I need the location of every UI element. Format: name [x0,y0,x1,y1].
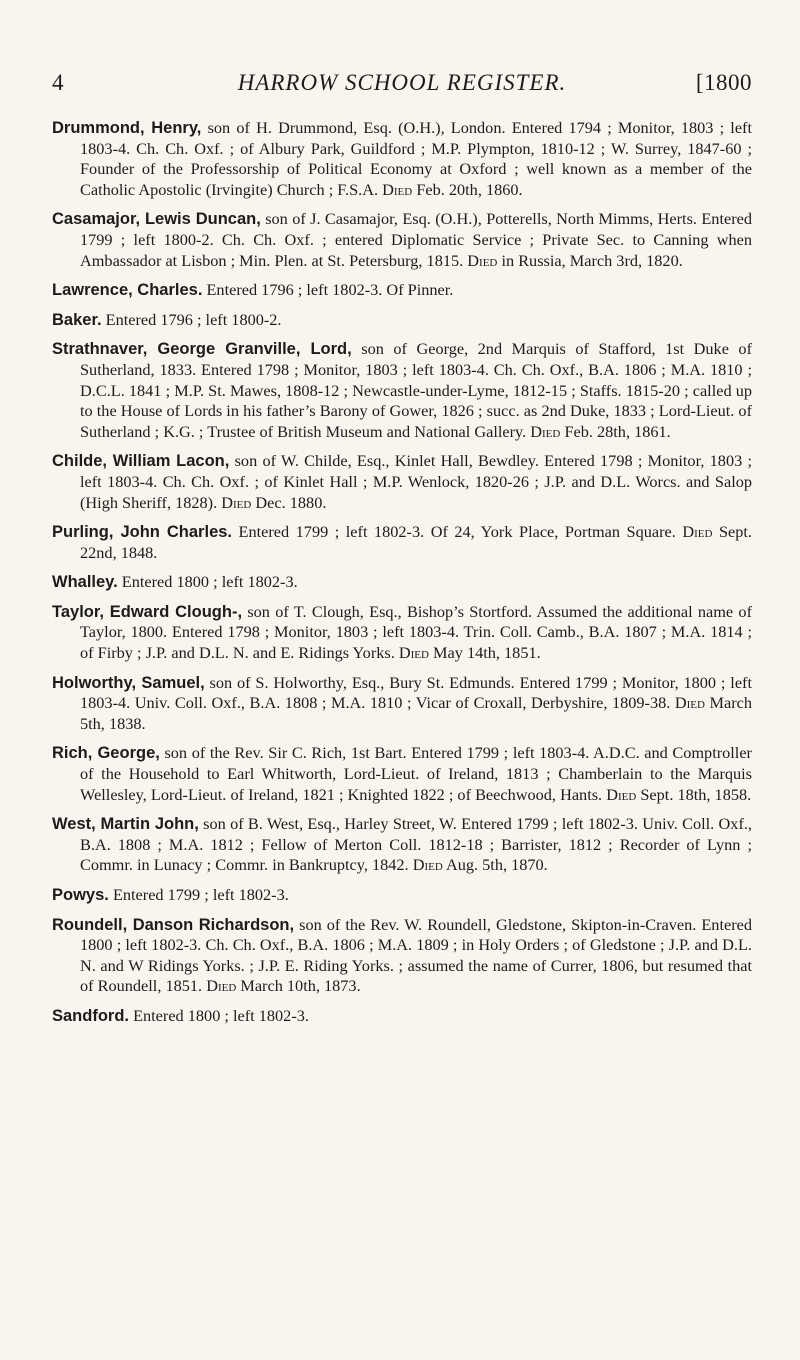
entry-text: son of J. Casamajor, Esq. (O.H.), Potterells, North Mimms, Herts. Entered 1799 ; left 1800-2. Ch. Ch. Oxf. ; entered Diplomatic Service ; Private Sec. to Canning when Ambassador at Lisbon ; Min. Plen. at St. Petersburg, 1815. [80,209,752,270]
entry-text: son of the Rev. Sir C. Rich, 1st Bart. Entered 1799 ; left 1803-4. A.D.C. and Comptroller of the Household to Earl Whitworth, Lord-Lieut. of Ireland, 1813 ; Chamberlain to the Marquis Wellesley, Lord-Lieut. of Ireland, 1821 ; Knighted 1822 ; of Beechwood, Hants. [80,743,752,804]
entry-name: Lawrence, Charles. [52,281,203,300]
entry-text: Entered 1800 ; left 1802-3. [133,1005,309,1025]
entry-text-after: Sept. 18th, 1858. [640,784,752,804]
entry-text-after: in Russia, March 3rd, 1820. [501,250,683,270]
register-entry [52,915,752,997]
year-marker: [1800 [695,70,752,95]
entry-name: West, Martin John, [52,815,199,834]
page-title: HARROW SCHOOL REGISTER. [237,70,567,95]
entry-name: Holworthy, Samuel, [52,673,205,692]
entry-text: son of S. Holworthy, Esq., Bury St. Edmunds. Entered 1799 ; Monitor, 1800 ; left 1803-4. Univ. Coll. Oxf., B.A. 1808 ; M.A. 1810 ; Vicar of Croxall, Derbyshire, 1809-38. [80,672,752,713]
entry-name: Whalley. [52,573,118,592]
register-entry [52,885,752,906]
register-entries [52,118,752,1036]
entry-text: Entered 1796 ; left 1800-2. [105,309,282,329]
register-entry [52,451,752,513]
entry-name: Baker. [52,310,102,329]
entry-name: Drummond, Henry, [52,119,202,137]
register-entry [52,339,752,442]
entry-text: son of H. Drummond, Esq. (O.H.), London. Entered 1794 ; Monitor, 1803 ; left 1803-4. Ch. Ch. Oxf. ; of Albury Park, Guildford ; M.P. Plympton, 1810-12 ; W. Surrey, 1847-60 ; Founder of the Professorship of Political Economy at Oxford ; well known as a member of the Catholic Apostolic (Irvingite) Church ; F.S.A. [80,118,752,199]
entry-text: Entered 1800 ; left 1802-3. [121,572,298,592]
entry-died: Died [682,522,713,542]
register-entry [52,118,752,200]
register-entry [52,1006,752,1027]
entry-died: Died [530,421,561,441]
entry-text: Entered 1796 ; left 1802-3. Of Pinner. [206,280,454,300]
entry-died: Died [674,693,705,713]
entry-text-after: Feb. 20th, 1860. [416,179,523,199]
entry-died: Died [382,179,413,199]
entry-name: Purling, John Charles. [52,523,233,542]
entry-text-after: Sept. 22nd, 1848. [80,522,752,562]
entry-died: Died [606,784,637,804]
entry-died: Died [467,250,498,270]
entry-name: Childe, William Lacon, [52,452,230,471]
register-entry [52,602,752,664]
entry-text-after: May 14th, 1851. [433,643,541,663]
register-entry [52,743,752,805]
entry-name: Rich, George, [52,744,160,763]
entry-text: son of B. West, Esq., Harley Street, W. Entered 1799 ; left 1802-3. Univ. Coll. Oxf., B.A. 1808 ; M.A. 1812 ; Fellow of Merton Coll. 1812-18 ; Barrister, 1812 ; Recorder of Lynn ; Commr. in Lunacy ; Commr. in Bankruptcy, 1842. [80,814,753,875]
register-entry [52,280,752,301]
entry-name: Strathnaver, George Granville, Lord, [52,340,352,359]
entry-died: Died [412,855,443,875]
running-header [52,70,752,100]
entry-name: Sandford. [52,1006,129,1025]
entry-name: Powys. [52,886,109,904]
entry-died: Died [398,643,429,663]
entry-name: Casamajor, Lewis Duncan, [52,210,261,229]
entry-text: son of George, 2nd Marquis of Stafford, 1st Duke of Sutherland, 1833. Entered 1798 ; Monitor, 1803 ; left 1803-4. Ch. Ch. Oxf., B.A. 1806 ; M.A. 1810 ; D.C.L. 1841 ; M.P. St. Mawes, 1808-12 ; Newcastle-under-Lyme, 1812-15 ; Staffs. 1815-20 ; called up to the House of Lords in his father’s Barony of Gower, 1826 ; succ. as 2nd Duke, 1833 ; Lord-Lieut. of Sutherland ; K.G. ; Trustee of British Museum and National Gallery. [80,339,752,441]
entry-died: Died [221,492,252,512]
entry-text-after: Dec. 1880. [255,492,327,512]
register-entry [52,522,752,563]
entry-died: Died [206,976,237,996]
entry-text-after: March 10th, 1873. [240,976,361,996]
register-entry [52,814,752,876]
page-number: 4 [52,70,64,95]
register-entry [52,673,752,735]
register-entry [52,310,752,331]
register-entry [52,572,752,593]
entry-name: Roundell, Danson Richardson, [52,915,295,934]
entry-text-after: Aug. 5th, 1870. [445,855,548,875]
entry-text-after: Feb. 28th, 1861. [564,421,671,441]
entry-text: son of the Rev. W. Roundell, Gledstone, Skipton-in-Craven. Entered 1800 ; left 1802-3. Ch. Ch. Oxf., B.A. 1806 ; M.A. 1809 ; in Holy Orders ; of Gledstone ; J.P. and D.L. N. and W Ridings Yorks. ; J.P. E. Riding Yorks. ; assumed the name of Currer, 1806, but resumed that of Roundell, 1851. [80,914,752,996]
entry-text: Entered 1799 ; left 1802-3. [112,885,289,904]
entry-text: Entered 1799 ; left 1802-3. Of 24, York Place, Portman Square. [238,522,676,542]
entry-name: Taylor, Edward Clough-, [52,602,243,621]
entry-text-after: March 5th, 1838. [80,693,752,733]
entry-text: son of W. Childe, Esq., Kinlet Hall, Bewdley. Entered 1798 ; Monitor, 1803 ; left 1803-4. Ch. Ch. Oxf. ; of Kinlet Hall ; M.P. Wenlock, 1820-26 ; J.P. and D.L. Worcs. and Salop (High Sheriff, 1828). [80,451,752,512]
register-entry [52,209,752,271]
entry-text: son of T. Clough, Esq., Bishop’s Stortford. Assumed the additional name of Taylor, 1800. Entered 1798 ; Monitor, 1803 ; left 1803-4. Trin. Coll. Camb., B.A. 1807 ; M.A. 1814 ; of Firby ; J.P. and D.L. N. and E. Ridings Yorks. [80,601,752,663]
